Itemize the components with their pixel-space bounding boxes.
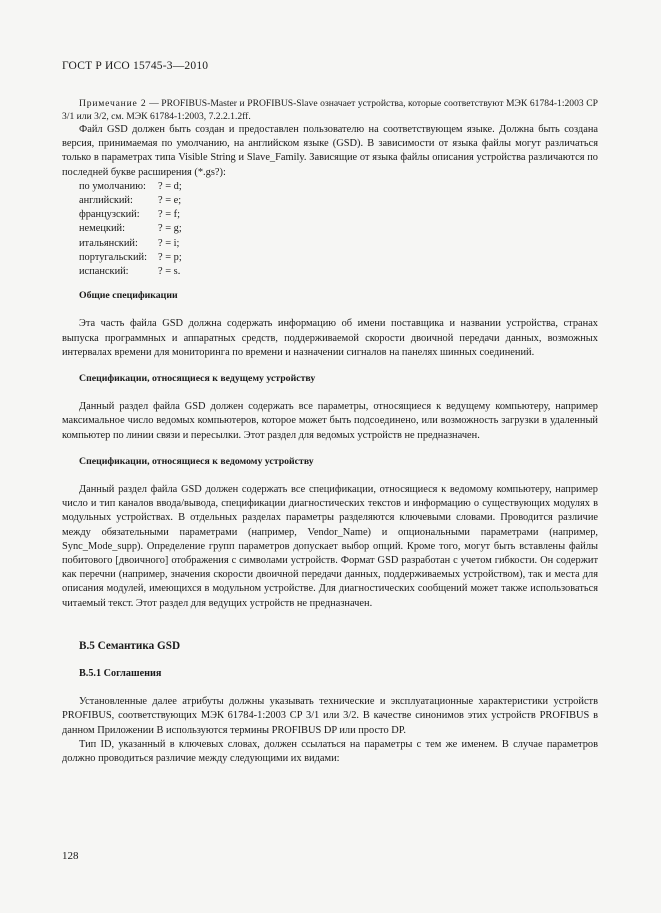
language-suffix: ? = e; [158, 195, 182, 206]
language-suffix: ? = p; [158, 251, 182, 263]
language-name: итальянский: [79, 237, 138, 249]
list-item [79, 251, 598, 265]
section-b5-title: B.5 Семантика GSD [79, 639, 181, 652]
language-suffix: ? = d; [158, 180, 182, 192]
section-b51-title: B.5.1 Соглашения [79, 667, 162, 679]
language-suffix: ? = f; [158, 209, 181, 221]
note-paragraph [62, 97, 598, 123]
language-name: португальский: [79, 251, 147, 263]
page-number: 128 [62, 850, 79, 862]
page-header: ГОСТ Р ИСО 15745-3—2010 [62, 60, 209, 72]
language-name: французский: [79, 209, 140, 221]
conventions-paragraph-1: Установленные далее атрибуты должны указывать технические и эксплуатационные характеристики устройств PROFIBUS, соответствующих МЭК 61784-1:2003 CP 3/1 или 3/2. В качестве синонимов этих устройств PROFIBUS в данном Приложении В используются термины PROFIBUS DP или просто DP. [62, 696, 598, 736]
list-item [79, 265, 598, 279]
language-suffix: ? = g; [158, 223, 182, 235]
language-suffix: ? = s. [158, 265, 181, 277]
master-specs-text: Данный раздел файла GSD должен содержать все параметры, относящиеся к ведущему компьютеру, например максимальное число ведомых компьютеров, которое может быть подсоединено, или возможность загрузки в удаленный компьютер по линии связи и пересылки. Этот раздел для ведомых устройств не предназначен. [62, 401, 598, 441]
language-name: английский: [79, 195, 133, 206]
language-suffix: ? = i; [158, 237, 180, 249]
master-specs-heading: Спецификации, относящиеся к ведущему устройству [79, 372, 316, 384]
slave-specs-text: Данный раздел файла GSD должен содержать все спецификации, относящиеся к ведомому компьютеру, например число и тип каналов ввода/вывода, спецификации диагностических текстов и информацию о существующих модулях в модульных устройствах. В отдельных разделах параметры разделяются ключевыми словами. Проводится различие между обязательными параметрами (например, Vendor_Name) и опциональными параметрами (например, Sync_Mode_supp). Определение групп параметров допускает выбор опций. Кроме того, могут быть вставлены файлы побитового [двоичного] отображения с символами устройств. Формат GSD разработан с учетом гибкости. Он содержит как перечни (например, значения скорости двоичной передачи данных, поддерживаемых устройством), так и места для описания модулей, имеющихся в модульном устройстве. Для диагностических сообщений может также использоваться читаемый текст. Этот раздел для ведущих устройств не предназначен. [62, 483, 598, 609]
language-name: испанский: [79, 265, 129, 277]
general-specs-text: Эта часть файла GSD должна содержать информацию об имени поставщика и названии устройства, странах выпуска программных и аппаратных средств, поддерживаемой скорости двоичной передачи данных, возможных интервалах времени для мониторинга по времени и назначении сигналов на панелях шинных соединений. [62, 318, 598, 358]
slave-specs-heading: Спецификации, относящиеся к ведомому устройству [79, 455, 314, 467]
note-text: — PROFIBUS-Master и PROFIBUS-Slave означает устройства, которые соответствуют МЭК 61784-1:2003 CP 3/1 или 3/2, см. МЭК 61784-1:2003, 7.2.2.1.2ff. [62, 98, 598, 122]
general-specs-heading: Общие спецификации [79, 290, 178, 302]
note-label: Примечание 2 [79, 98, 147, 109]
language-name: немецкий: [79, 223, 125, 235]
language-list [79, 180, 598, 279]
intro-paragraph: Файл GSD должен быть создан и предоставлен пользователю на соответствующем языке. Должна быть создана версия, принимаемая по умолчанию, на английском языке (GSD). В зависимости от языка файлы могут различаться только в параметрах типа Visible String и Slave_Family. Зависящие от языка файлы описания устройства различаются по последней букве расширения (*.gs?): [62, 124, 598, 178]
list-item [79, 194, 598, 208]
page-content [62, 97, 598, 766]
list-item [79, 222, 598, 236]
list-item [79, 208, 598, 222]
conventions-paragraph-2: Тип ID, указанный в ключевых словах, должен ссылаться на параметры с тем же именем. В случае параметров должно проводиться различие между следующими их видами: [62, 738, 598, 764]
language-name: по умолчанию: [79, 180, 146, 192]
list-item [79, 237, 598, 251]
list-item [79, 180, 598, 194]
